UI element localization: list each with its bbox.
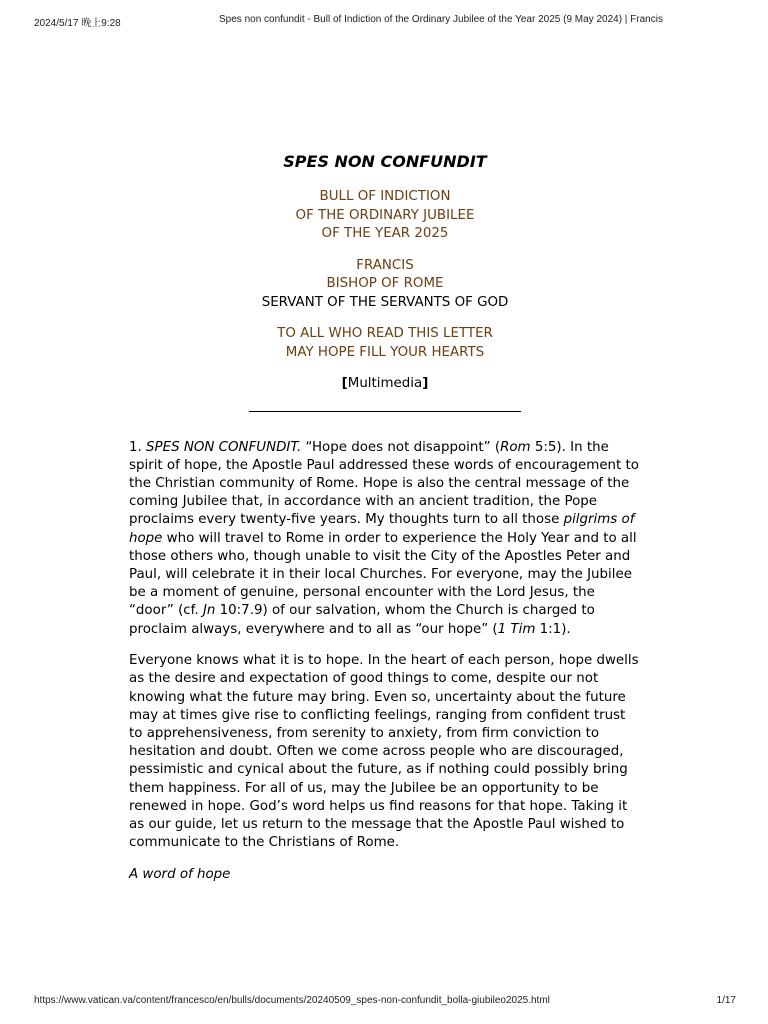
paragraph-text: 5:5). In the spirit of hope, the Apostle Paul addressed these words of encouragement to the Christian community of Rome. Hope is also the central message of the coming Jubilee that, in accordance with an ancient tradition, the Pope proclaims every twenty-five years. My thoughts turn to all those: [129, 439, 639, 528]
paragraph-text: “Hope does not disappoint” (: [301, 439, 501, 455]
address-line: MAY HOPE FILL YOUR HEARTS: [285, 344, 485, 360]
document-body: [129, 150, 641, 884]
author-line: BISHOP OF ROME: [326, 276, 444, 291]
paragraph-lead: SPES NON CONFUNDIT.: [146, 439, 302, 455]
address-line: TO ALL WHO READ THIS LETTER: [277, 326, 493, 341]
print-page-number: 1/17: [716, 995, 736, 1006]
print-footer: [34, 995, 736, 1011]
bracket-open: [: [341, 376, 348, 391]
bull-heading: [129, 188, 641, 244]
print-page-title: Spes non confundit - Bull of Indiction of the Ordinary Jubilee of the Year 2025 (9 May 2024) | Francis: [219, 14, 663, 25]
paragraph-text: 1:1).: [535, 621, 571, 637]
divider-rule: [249, 411, 521, 412]
bull-line: OF THE ORDINARY JUBILEE: [295, 207, 475, 223]
paragraph-text: 10:7.9) of our salvation, whom the Church is charged to proclaim always, everywhere and to all as “our hope” (: [129, 603, 595, 637]
multimedia-link[interactable]: Multimedia: [347, 376, 423, 391]
multimedia-link-row: [129, 375, 641, 394]
print-url: https://www.vatican.va/content/francesco/en/bulls/documents/20240509_spes-non-confundit_bolla-giubileo2025.html: [34, 995, 550, 1006]
scripture-ref: Rom: [500, 439, 531, 455]
scripture-ref: Jn: [202, 603, 216, 619]
print-header: [34, 14, 734, 30]
paragraph-number: 1.: [129, 439, 147, 455]
address-heading: [129, 325, 641, 362]
scripture-ref: 1 Tim: [497, 621, 536, 637]
bracket-close: ]: [422, 376, 429, 391]
servant-line: SERVANT OF THE SERVANTS OF GOD: [261, 294, 509, 310]
document-title: SPES NON CONFUNDIT: [283, 152, 487, 171]
print-datetime: 2024/5/17 晚上9:28: [34, 18, 121, 29]
bull-line: OF THE YEAR 2025: [321, 226, 449, 241]
paragraph-1: [129, 439, 641, 639]
paragraph-2: Everyone knows what it is to hope. In the heart of each person, hope dwells as the desire and expectation of good things to come, despite our not knowing what the future may bring. Even so, uncertainty about the future may at times give rise to conflicting feelings, ranging from confident trust to apprehensiveness, from serenity to anxiety, from firm conviction to hesitation and doubt. Often we come across people who are discouraged, pessimistic and cynical about the future, as if nothing could possibly bring them happiness. For all of us, may the Jubilee be an opportunity to be renewed in hope. God’s word helps us find reasons for that hope. Taking it as our guide, let us return to the message that the Apostle Paul wished to communicate to the Christians of Rome.: [129, 653, 639, 851]
author-heading: [129, 257, 641, 313]
italic-phrase: pilgrims of hope: [129, 512, 635, 546]
paragraph-text: who will travel to Rome in order to experience the Holy Year and to all those others who, though unable to visit the City of the Apostles Peter and Paul, will celebrate it in their local Churches. For everyone, may the Jubilee be a moment of genuine, personal encounter with the Lord Jesus, the “door” (cf.: [129, 530, 637, 619]
author-line: FRANCIS: [356, 257, 414, 273]
section-heading: A word of hope: [129, 866, 231, 882]
bull-line: BULL OF INDICTION: [319, 189, 451, 204]
